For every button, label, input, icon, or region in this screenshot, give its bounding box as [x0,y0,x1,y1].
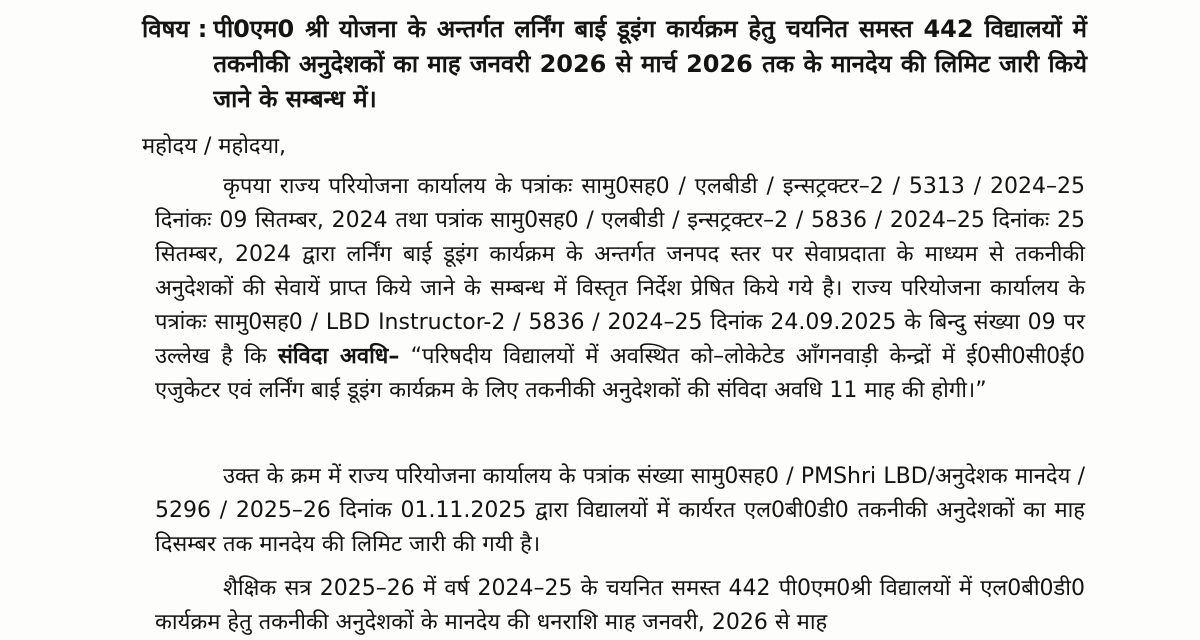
body-paragraph-1 [155,170,1085,408]
salutation: महोदय / महोदया, [142,134,287,159]
subject-text: पी0एम0 श्री योजना के अन्तर्गत लर्निंग बाई डूइंग कार्यक्रम हेतु चयनित समस्त 442 विद्यालयों में तकनीकी अनुदेशकों का माह जनवरी 2026 से मार्च 2026 तक के मानदेय की लिमिट जारी किये जाने के सम्बन्ध में। [213,15,1087,113]
handwritten-signature [560,0,730,4]
subject-label: विषय : [142,15,208,43]
paragraph1-text-a: कृपया राज्य परियोजना कार्यालय के पत्रांकः सामु0सह0 / एलबीडी / इन्सट्रक्टर–2 / 5313 / 2024–25 दिनांकः 09 सितम्बर, 2024 तथा पत्रांक सामु0सह0 / एलबीडी / इन्सट्रक्टर–2 / 5836 / 2024–25 दिनांकः 25 सितम्बर, 2024 द्वारा लर्निंग बाई डूइंग कार्यक्रम के अन्तर्गत जनपद स्तर पर सेवाप्रदाता के माध्यम से तकनीकी अनुदेशकों की सेवायें प्राप्त किये जाने के सम्बन्ध में विस्तृत निर्देश प्रेषित किये गये है। राज्य परियोजना कार्यालय के पत्रांकः सामु0सह0 / LBD Instructor-2 / 5836 / 2024–25 दिनांक 24.09.2025 के बिन्दु संख्या 09 पर उल्लेख है कि [155,174,1085,369]
subject-line [142,12,1087,117]
contract-period-heading: संविदा अवधि– [277,344,400,369]
body-paragraph-3: शैक्षिक सत्र 2025–26 में वर्ष 2024–25 के चयनित समस्त 442 पी0एम0श्री विद्यालयों में एल0बी0डी0 कार्यक्रम हेतु तकनीकी अनुदेशकों के मानदेय की धनराशि माह जनवरी, 2026 से माह [155,576,1085,635]
body-paragraph-2: उक्त के क्रम में राज्य परियोजना कार्यालय के पत्रांक संख्या सामु0सह0 / PMShri LBD/अनुदेशक मानदेय / 5296 / 2025–26 दिनांक 01.11.2025 द्वारा विद्यालयों में कार्यरत एल0बी0डी0 तकनीकी अनुदेशकों का माह दिसम्बर तक मानदेय की लिमिट जारी की गयी है। [155,464,1085,557]
cropped-header-strip [0,0,1200,12]
paragraph1-text-b: “परिषदीय विद्यालयों में अवस्थित को–लोकेटेड आँगनवाड़ी केन्द्रों में ई0सी0सी0ई0 एजुकेटर एवं लर्निंग बाई डूइंग कार्यक्रम के लिए तकनीकी अनुदेशकों की संविदा अवधि 11 माह की होगी।” [155,344,1085,403]
